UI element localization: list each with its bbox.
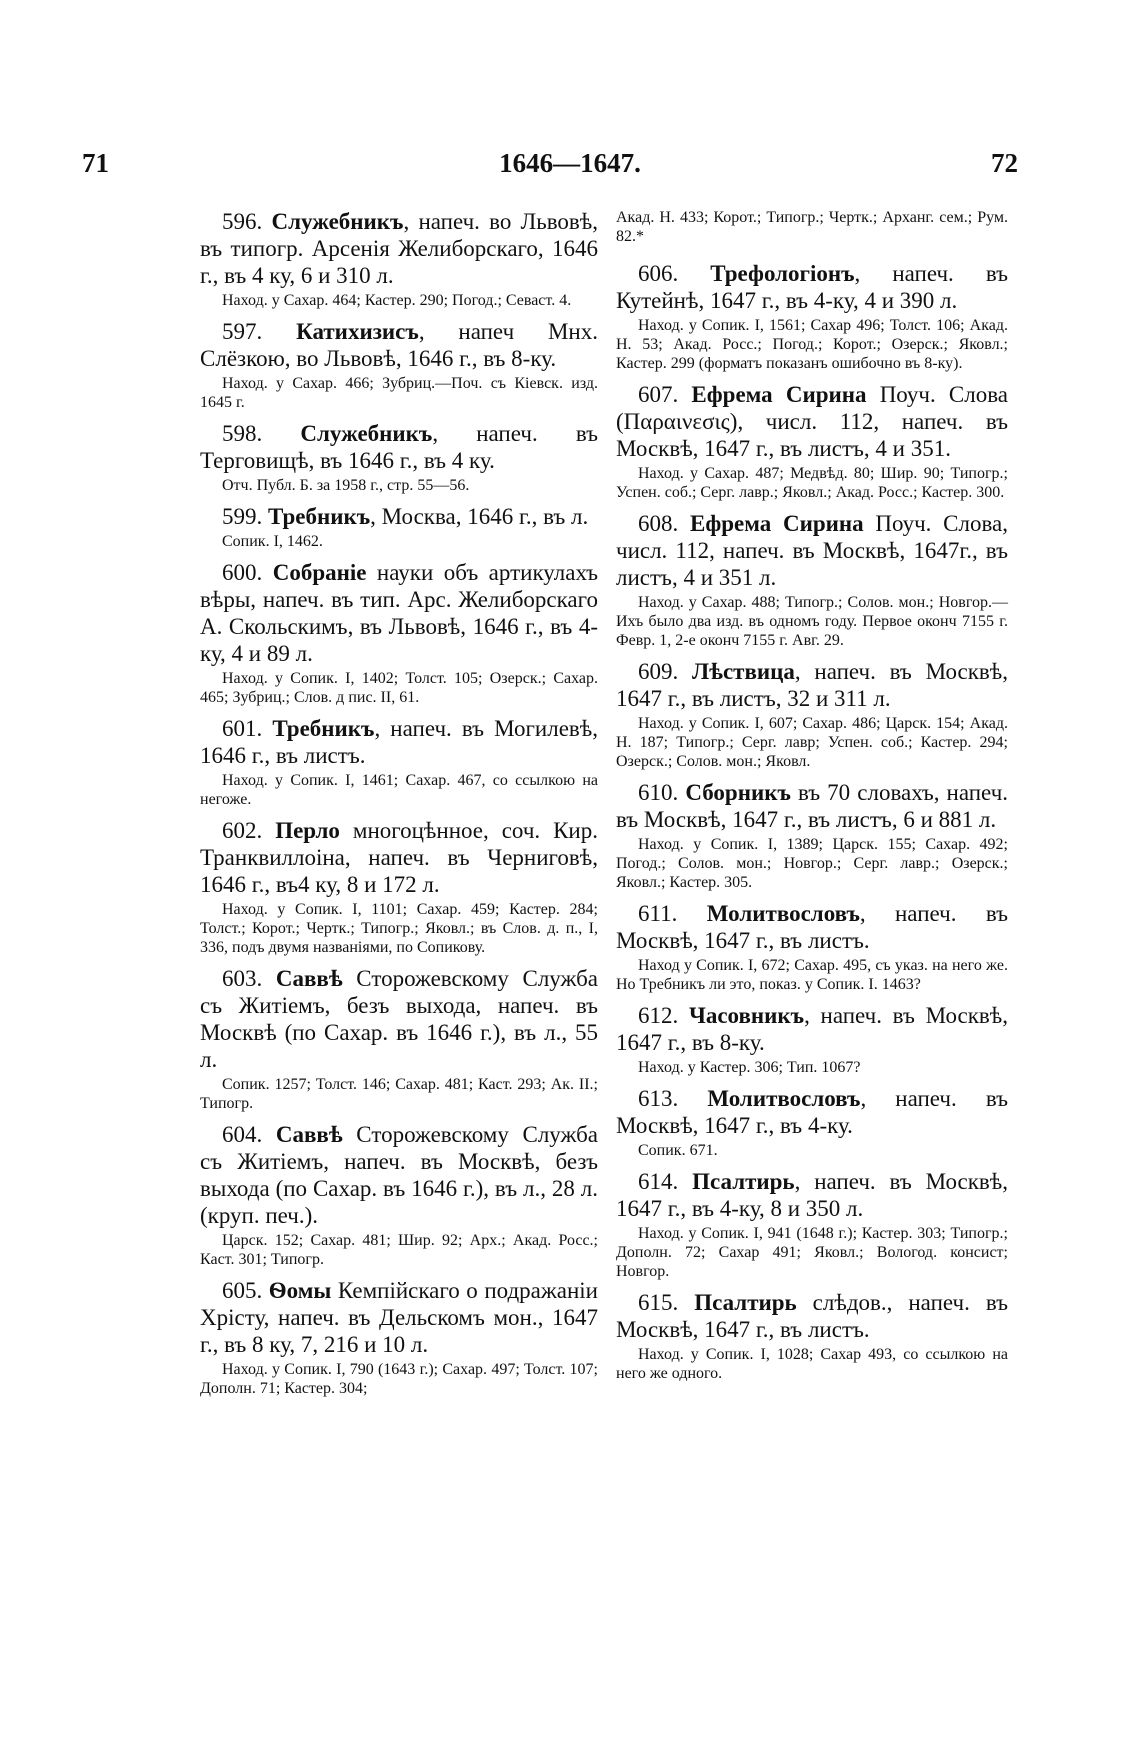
entry-holdings-note: Наход. у Кастер. 306; Тип. 1067? xyxy=(638,1059,861,1076)
entry-title-keyword: Собраніе xyxy=(272,560,367,585)
entry-description xyxy=(200,420,598,474)
entry-text: слѣдов., напеч. въ Москвѣ, 1647 г., въ листъ. xyxy=(616,1290,1008,1342)
entry-text: , Москва, 1646 г., въ л. xyxy=(370,504,589,529)
entry-description xyxy=(200,1121,598,1229)
catalog-entry xyxy=(200,1121,598,1269)
entry-holdings-note: Сопик. I, 1462. xyxy=(222,533,323,550)
entry-title-keyword: Катихизисъ xyxy=(296,319,419,344)
entry-description xyxy=(200,318,598,372)
entry-title-keyword: Псалтирь xyxy=(694,1290,797,1315)
entry-text: , напеч. въ Кутейнѣ, 1647 г., въ 4-ку, 4 и 390 л. xyxy=(616,261,1009,313)
entry-number: 603. xyxy=(222,966,263,991)
entry-text: , напеч Мнх. Слёзкою, во Львовѣ, 1646 г., въ 8-ку. xyxy=(200,319,598,371)
catalog-entry xyxy=(616,260,1008,373)
entry-holdings-note: Наход. у Сахар. 488; Типогр.; Солов. мон.; Новгор.—Ихъ было два изд. въ одномъ году. Первое оконч 7155 г. Февр. 1, 2-е оконч 7155 г. Авг. 29. xyxy=(616,594,1008,649)
entry-text: Сторожевскому Служба съ Житіемъ, безъ выхода, напеч. въ Москвѣ (по Сахар. въ 1646 г.), въ л., 55 л. xyxy=(200,966,598,1072)
catalog-entry xyxy=(616,900,1008,994)
entry-description xyxy=(616,658,1008,712)
entry-title-keyword: Молитвословъ xyxy=(707,1086,861,1111)
entry-title-keyword: Требникъ xyxy=(272,716,375,741)
entry-holdings-note: Наход. у Сахар. 466; Зубриц.—Поч. съ Кіевск. изд. 1645 г. xyxy=(200,375,598,411)
entry-text: въ 70 словахъ, напеч. въ Москвѣ, 1647 г., въ листъ, 6 и 881 л. xyxy=(616,780,1009,832)
entry-number: 602. xyxy=(222,818,263,843)
entry-text: , напеч. въ Москвѣ, 1647 г., въ 4-ку, 8 и 350 л. xyxy=(616,1169,1009,1221)
entry-title-keyword: Перло xyxy=(275,818,340,843)
entry-holdings-note: Наход. у Сопик. I, 941 (1648 г.); Кастер. 303; Типогр.; Дополн. 72; Сахар 491; Яковл.; Вологод. консист; Новгор. xyxy=(616,1225,1008,1280)
entry-title-keyword: Ефрема Сирина xyxy=(689,511,864,536)
entry-number: 601. xyxy=(222,716,263,741)
entry-title-keyword: Сборникъ xyxy=(685,780,791,805)
entry-description xyxy=(200,559,598,667)
catalog-entry xyxy=(200,817,598,957)
catalog-entry xyxy=(200,420,598,495)
catalog-entry xyxy=(200,318,598,412)
left-page-number: 71 xyxy=(82,148,109,178)
left-column xyxy=(200,208,598,1406)
entry-text: науки объ артикулахъ вѣры, напеч. въ тип. Арс. Желиборскаго А. Скольскимъ, въ Львовѣ, 1646 г., въ 4-ку, 4 и 89 л. xyxy=(200,560,598,666)
catalog-entry xyxy=(200,715,598,809)
entry-description xyxy=(200,965,598,1073)
catalog-entry xyxy=(616,1002,1008,1077)
catalog-entry xyxy=(200,503,598,551)
entry-title-keyword: Саввѣ xyxy=(275,966,343,991)
entry-title-keyword: Требникъ xyxy=(268,504,371,529)
entry-number: 607. xyxy=(638,382,679,407)
entry-holdings-note: Наход. у Сопик. I, 1561; Сахар 496; Толст. 106; Акад. Н. 53; Акад. Росс.; Погод.; Корот.; Озерск.; Яковл.; Кастер. 299 (форматъ показанъ ошибочно въ 8-ку). xyxy=(616,317,1008,372)
entry-description xyxy=(200,208,598,289)
entry-title-keyword: Трефологіонъ xyxy=(710,261,855,286)
entry-title-keyword: Служебникъ xyxy=(271,209,404,234)
entry-description xyxy=(200,1277,598,1358)
entry-holdings-note: Сопик. 1257; Толст. 146; Сахар. 481; Каст. 293; Ак. II.; Типогр. xyxy=(200,1076,598,1112)
catalog-entry xyxy=(616,510,1008,650)
entry-description xyxy=(616,260,1008,314)
entry-number: 604. xyxy=(222,1122,263,1147)
entry-number: 611. xyxy=(638,901,678,926)
entry-title-keyword: Саввѣ xyxy=(275,1122,343,1147)
entry-description xyxy=(616,779,1008,833)
entry-description xyxy=(616,1168,1008,1222)
catalog-entry xyxy=(616,1085,1008,1160)
entry-number: 605. xyxy=(222,1278,263,1303)
entry-text: , напеч. въ Москвѣ, 1647 г., въ листъ. xyxy=(616,901,1009,953)
entry-number: 614. xyxy=(638,1169,679,1194)
entry-text: Поуч. Слова, числ. 112, напеч. въ Москвѣ, 1647г., въ листъ, 4 и 351 л. xyxy=(616,511,1008,590)
catalog-entry xyxy=(200,208,598,310)
entry-description xyxy=(616,900,1008,954)
catalog-entry xyxy=(200,559,598,707)
entry-description xyxy=(200,715,598,769)
entry-holdings-note: Наход. у Сопик. I, 1389; Царск. 155; Сахар. 492; Погод.; Солов. мон.; Новгор.; Серг. лавр.; Озерск.; Яковл.; Кастер. 305. xyxy=(616,836,1008,891)
catalog-entry xyxy=(616,658,1008,771)
entry-description xyxy=(616,1289,1008,1343)
entry-number: 615. xyxy=(638,1290,679,1315)
entry-number: 612. xyxy=(638,1003,679,1028)
entry-title-keyword: Служебникъ xyxy=(300,421,433,446)
entry-text: , напеч. въ Терговищѣ, въ 1646 г., въ 4 ку. xyxy=(200,421,598,473)
entry-title-keyword: Лѣствица xyxy=(692,659,795,684)
entry-text: Поуч. Слова (Παραινεσις), числ. 112, напеч. въ Москвѣ, 1647 г., въ листъ, 4 и 351. xyxy=(616,382,1008,461)
entry-text: Кемпійскаго о подражаніи Хрісту, напеч. въ Дельскомъ мон., 1647 г., въ 8 ку, 7, 216 и 10 л. xyxy=(200,1278,598,1357)
entry-text: , напеч. въ Москвѣ, 1647 г., въ 4-ку. xyxy=(616,1086,1009,1138)
entry-title-keyword: Ѳомы xyxy=(268,1278,332,1303)
entry-text: , напеч. въ Москвѣ, 1647 г., въ листъ, 32 и 311 л. xyxy=(616,659,1009,711)
catalog-entry xyxy=(200,965,598,1113)
entry-number: 596. xyxy=(222,209,263,234)
entry-description xyxy=(616,510,1008,591)
entry-text: Сторожевскому Служба съ Житіемъ, напеч. въ Москвѣ, безъ выхода (по Сахар. въ 1646 г.), въ л., 28 л. (круп. печ.). xyxy=(200,1122,598,1228)
entry-number: 606. xyxy=(638,261,679,286)
entry-title-keyword: Псалтирь xyxy=(692,1169,795,1194)
catalog-entry xyxy=(616,1168,1008,1281)
entry-number: 600. xyxy=(222,560,263,585)
entry-description xyxy=(616,381,1008,462)
entry-holdings-note: Наход. у Сопик. I, 1028; Сахар 493, со ссылкою на него же одного. xyxy=(616,1346,1008,1382)
continued-note: Акад. Н. 433; Корот.; Типогр.; Чертк.; Арханг. сем.; Рум. 82.* xyxy=(616,209,1008,245)
entry-description xyxy=(200,503,598,530)
catalog-entry xyxy=(616,381,1008,502)
entry-number: 598. xyxy=(222,421,263,446)
entry-holdings-note: Наход. у Сопик. I, 1101; Сахар. 459; Кастер. 284; Толст.; Корот.; Чертк.; Типогр.; Яковл.; въ Слов. д. п., I, 336, подъ двумя названіями, по Сопикову. xyxy=(200,901,598,956)
entry-holdings-note: Наход. у Сопик. I, 790 (1643 г.); Сахар. 497; Толст. 107; Дополн. 71; Кастер. 304; xyxy=(200,1361,598,1397)
entry-title-keyword: Часовникъ xyxy=(688,1003,805,1028)
right-column xyxy=(616,208,1008,1391)
entry-number: 599. xyxy=(222,504,263,529)
catalog-entry xyxy=(616,1289,1008,1383)
right-page-number: 72 xyxy=(991,148,1018,178)
entry-text: , напеч. въ Москвѣ, 1647 г., въ 8-ку. xyxy=(616,1003,1008,1055)
entry-text: многоцѣнное, соч. Кир. Транквиллоіна, напеч. въ Черниговѣ, 1646 г., въ4 ку, 8 и 172 л. xyxy=(200,818,598,897)
entry-holdings-note: Наход. у Сопик. I, 1402; Толст. 105; Озерск.; Сахар. 465; Зубриц.; Слов. д пис. II, 61. xyxy=(200,670,598,706)
entry-holdings-note: Наход. у Сахар. 464; Кастер. 290; Погод.; Севаст. 4. xyxy=(222,292,572,309)
entry-holdings-note: Наход. у Сопик. I, 607; Сахар. 486; Царск. 154; Акад. Н. 187; Типогр.; Серг. лавр; Успен. соб.; Кастер. 294; Озерск.; Солов. мон.; Яковл. xyxy=(616,715,1008,770)
catalog-entry xyxy=(616,779,1008,892)
entry-number: 610. xyxy=(638,780,679,805)
entry-description xyxy=(200,817,598,898)
entry-title-keyword: Молитвословъ xyxy=(706,901,860,926)
entry-holdings-note: Царск. 152; Сахар. 481; Шир. 92; Арх.; Акад. Росс.; Каст. 301; Типогр. xyxy=(200,1232,598,1268)
entry-text: , напеч. во Львовѣ, въ типогр. Арсенія Желиборскаго, 1646 г., въ 4 ку, 6 и 310 л. xyxy=(200,209,599,288)
entry-number: 608. xyxy=(638,511,679,536)
running-header-years: 1646—1647. xyxy=(499,148,641,178)
entry-holdings-note: Сопик. 671. xyxy=(638,1142,718,1159)
right-column-entries xyxy=(616,260,1008,1383)
entry-number: 597. xyxy=(222,319,263,344)
entry-holdings-note: Наход. у Сахар. 487; Медвѣд. 80; Шир. 90; Типогр.; Успен. соб.; Серг. лавр.; Яковл.; Акад. Росс.; Кастер. 300. xyxy=(616,465,1008,501)
entry-text: , напеч. въ Могилевѣ, 1646 г., въ листъ. xyxy=(200,716,599,768)
entry-title-keyword: Ефрема Сирина xyxy=(691,382,867,407)
entry-holdings-note: Наход. у Сопик. I, 1461; Сахар. 467, со ссылкою на негоже. xyxy=(200,772,598,808)
catalog-entry xyxy=(200,1277,598,1398)
entry-description xyxy=(616,1002,1008,1056)
entry-holdings-note: Наход у Сопик. I, 672; Сахар. 495, съ указ. на него же. Но Требникъ ли это, показ. у Сопик. I. 1463? xyxy=(616,957,1008,993)
entry-description xyxy=(616,1085,1008,1139)
entry-number: 609. xyxy=(638,659,679,684)
entry-number: 613. xyxy=(638,1086,679,1111)
entry-holdings-note: Отч. Публ. Б. за 1958 г., стр. 55—56. xyxy=(222,477,470,494)
